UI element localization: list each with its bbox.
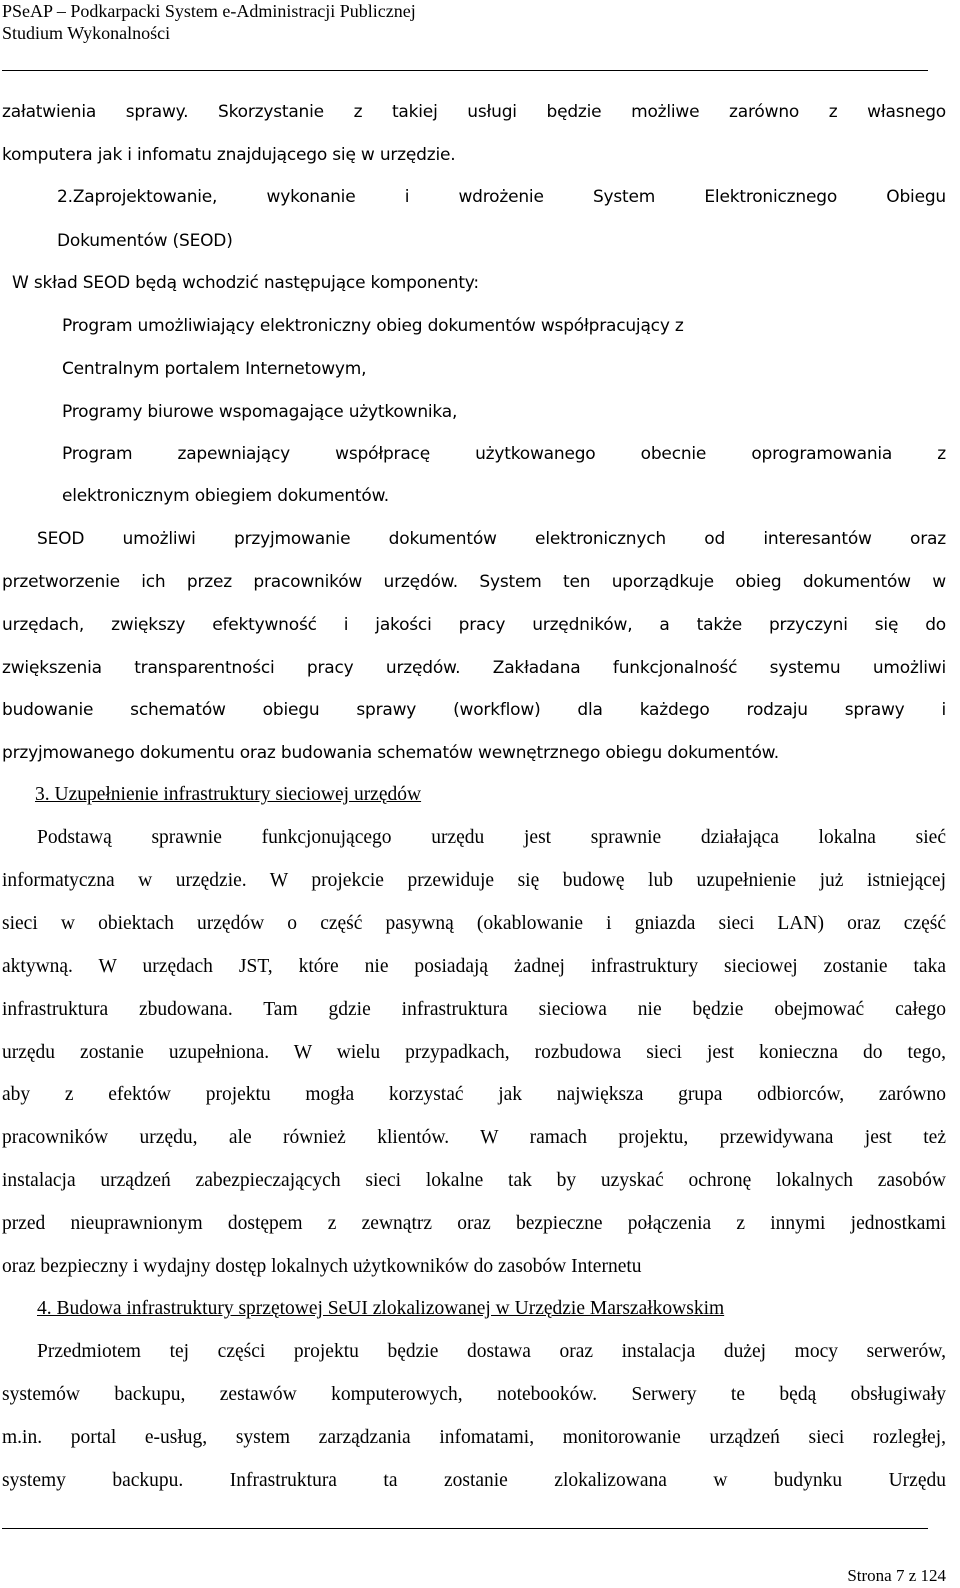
paragraph-line: budowanie schematów obiegu sprawy (workflow) dla każdego rodzaju sprawy i [2, 700, 946, 720]
paragraph-line: Podstawą sprawnie funkcjonującego urzędu jest sprawnie działająca lokalna sieć [37, 827, 946, 848]
header-divider [2, 70, 928, 71]
paragraph-line: systemy backupu. Infrastruktura ta zostanie zlokalizowana w budynku Urzędu [2, 1470, 946, 1491]
paragraph-line: komputera jak i infomatu znajdującego się w urzędzie. [2, 145, 456, 165]
paragraph-line: urzędach, zwiększy efektywność i jakości pracy urzędników, a także przyczyni się do [2, 615, 946, 635]
list-item: Centralnym portalem Internetowym, [62, 359, 367, 379]
paragraph-line: oraz bezpieczny i wydajny dostęp lokalnych użytkowników do zasobów Internetu [2, 1256, 642, 1277]
list-item: Program zapewniający współpracę użytkowanego obecnie oprogramowania z [62, 444, 946, 464]
paragraph-line: infrastruktura zbudowana. Tam gdzie infrastruktura sieciowa nie będzie obejmować całego [2, 999, 946, 1020]
paragraph-line: przetworzenie ich przez pracowników urzędów. System ten uporządkuje obieg dokumentów w [2, 572, 946, 592]
paragraph-line: aby z efektów projektu mogła korzystać jak największa grupa odbiorców, zarówno [2, 1084, 946, 1105]
paragraph-line: pracowników urzędu, ale również klientów. W ramach projektu, przewidywana jest też [2, 1127, 946, 1148]
page-number: Strona 7 z 124 [847, 1566, 946, 1585]
paragraph-line: zwiększenia transparentności pracy urzędów. Zakładana funkcjonalność systemu umożliwi [2, 658, 946, 678]
paragraph-line: aktywną. W urzędach JST, które nie posiadają żadnej infrastruktury sieciowej zostanie taka [2, 956, 946, 977]
paragraph-line: załatwienia sprawy. Skorzystanie z takiej usługi będzie możliwe zarówno z własnego [2, 102, 946, 122]
section-heading: Dokumentów (SEOD) [57, 231, 233, 251]
list-item: Program umożliwiający elektroniczny obieg dokumentów współpracujący z [62, 316, 684, 336]
paragraph-line: urzędu zostanie uzupełniona. W wielu przypadkach, rozbudowa sieci jest konieczna do tego, [2, 1042, 946, 1063]
paragraph-line: informatyczna w urzędzie. W projekcie przewiduje się budowę lub uzupełnienie już istniejącej [2, 870, 946, 891]
section-heading: 2.Zaprojektowanie, wykonanie i wdrożenie System Elektronicznego Obiegu [57, 187, 946, 207]
paragraph-line: przyjmowanego dokumentu oraz budowania schematów wewnętrznego obiegu dokumentów. [2, 743, 779, 763]
paragraph-line: sieci w obiektach urzędów o część pasywną (okablowanie i gniazda sieci LAN) oraz część [2, 913, 946, 934]
paragraph-line: m.in. portal e-usług, system zarządzania infomatami, monitorowanie urządzeń sieci rozległej, [2, 1427, 946, 1448]
section-heading: 4. Budowa infrastruktury sprzętowej SeUI zlokalizowanej w Urzędzie Marszałkowskim [37, 1298, 725, 1319]
header-subtitle: Studium Wykonalności [2, 23, 171, 43]
paragraph-line: instalacja urządzeń zabezpieczających sieci lokalne tak by uzyskać ochronę lokalnych zasobów [2, 1170, 946, 1191]
section-heading: 3. Uzupełnienie infrastruktury sieciowej urzędów [35, 784, 422, 805]
paragraph-line: przed nieuprawnionym dostępem z zewnątrz oraz bezpieczne połączenia z innymi jednostkami [2, 1213, 946, 1234]
list-item: Programy biurowe wspomagające użytkownika, [62, 402, 458, 422]
paragraph-line: systemów backupu, zestawów komputerowych, notebooków. Serwery te będą obsługiwały [2, 1384, 946, 1405]
paragraph-line: Przedmiotem tej części projektu będzie dostawa oraz instalacja dużej mocy serwerów, [37, 1341, 946, 1362]
list-item: elektronicznym obiegiem dokumentów. [62, 486, 389, 506]
paragraph-line: SEOD umożliwi przyjmowanie dokumentów elektronicznych od interesantów oraz [37, 529, 946, 549]
footer-divider [2, 1528, 928, 1529]
header-title: PSeAP – Podkarpacki System e-Administracji Publicznej [2, 1, 416, 21]
paragraph-line: W skład SEOD będą wchodzić następujące komponenty: [12, 273, 479, 293]
